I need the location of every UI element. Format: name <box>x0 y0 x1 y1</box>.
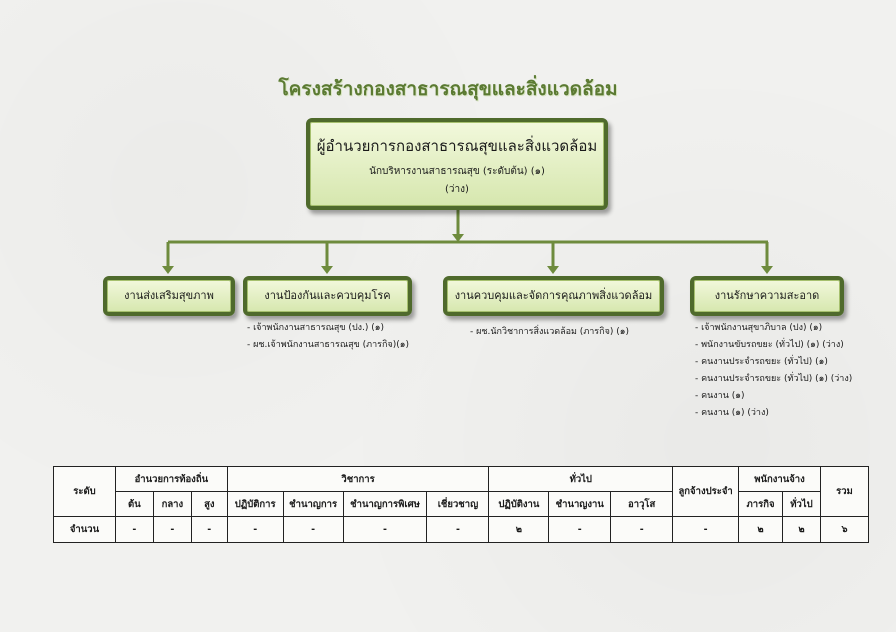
subheader-cell: ชำนาญการ <box>283 492 343 517</box>
arrow-unit-4 <box>761 266 773 274</box>
staff-list-cleanliness <box>695 320 852 422</box>
staff-list-disease-control <box>247 320 409 354</box>
subheader-cell: ภารกิจ <box>739 492 783 517</box>
subheader-cell: อาวุโส <box>611 492 673 517</box>
count-label: จำนวน <box>54 517 116 543</box>
table-count-row <box>54 517 869 543</box>
subheader-cell: สูง <box>191 492 227 517</box>
group-general-header: ทั่วไป <box>489 467 673 492</box>
chart-title: โครงสร้างกองสาธารณสุขและสิ่งแวดล้อม <box>278 78 618 100</box>
subheader-cell: ปฏิบัติงาน <box>489 492 549 517</box>
staff-item: - คนงาน (๑) <box>695 391 745 401</box>
director-position: นักบริหารงานสาธารณสุข (ระดับต้น) (๑) <box>369 166 545 177</box>
count-cell: ๒ <box>739 517 783 543</box>
group-admin-header: อำนวยการท้องถิ่น <box>115 467 227 492</box>
staff-item: - ผช.เจ้าพนักงานสาธารณสุข (ภารกิจ)(๑) <box>247 340 409 350</box>
subheader-cell: ชำนาญงาน <box>549 492 611 517</box>
subheader-cell: กลาง <box>153 492 191 517</box>
staff-item: - คนงานประจำรถขยะ (ทั่วไป) (๑) <box>695 357 828 367</box>
unit-label: งานส่งเสริมสุขภาพ <box>124 289 214 302</box>
unit-cleanliness <box>690 276 844 316</box>
total-header: รวม <box>820 467 868 517</box>
count-cell: - <box>673 517 739 543</box>
arrow-unit-1 <box>162 266 174 274</box>
count-cell: - <box>343 517 427 543</box>
group-contract-header: พนักงานจ้าง <box>739 467 821 492</box>
table-subheader-row <box>54 492 869 517</box>
count-cell: - <box>115 517 153 543</box>
count-total: ๖ <box>820 517 868 543</box>
subheader-cell: เชี่ยวชาญ <box>427 492 489 517</box>
unit-label: งานป้องกันและควบคุมโรค <box>264 289 391 302</box>
director-title: ผู้อำนวยการกองสาธารณสุขและสิ่งแวดล้อม <box>316 137 598 155</box>
subheader-cell: ชำนาญการพิเศษ <box>343 492 427 517</box>
director-box <box>306 118 608 210</box>
subheader-cell: ทั่วไป <box>783 492 821 517</box>
count-cell: - <box>549 517 611 543</box>
unit-environment-quality <box>443 276 664 316</box>
count-cell: - <box>611 517 673 543</box>
staff-item: - เจ้าพนักงานสาธารณสุข (ปง.) (๑) <box>247 323 385 333</box>
group-academic-header: วิชาการ <box>227 467 489 492</box>
unit-health-promotion <box>103 276 235 316</box>
staffing-summary-table <box>53 466 869 543</box>
unit-label: งานควบคุมและจัดการคุณภาพสิ่งแวดล้อม <box>454 289 653 302</box>
arrow-unit-3 <box>547 266 559 274</box>
unit-label: งานรักษาความสะอาด <box>714 289 820 302</box>
count-cell: ๒ <box>489 517 549 543</box>
level-header: ระดับ <box>54 467 116 517</box>
group-regular-header: ลูกจ้างประจำ <box>673 467 739 517</box>
subheader-cell: ปฏิบัติการ <box>227 492 283 517</box>
count-cell: - <box>227 517 283 543</box>
staff-item: - เจ้าพนักงานสุขาภิบาล (ปง) (๑) <box>695 323 823 333</box>
staff-item: - คนงาน (๑) (ว่าง) <box>695 408 769 418</box>
count-cell: - <box>427 517 489 543</box>
count-cell: - <box>191 517 227 543</box>
subheader-cell: ต้น <box>115 492 153 517</box>
unit-disease-control <box>243 276 412 316</box>
staff-item: - พนักงานขับรถขยะ (ทั่วไป) (๑) (ว่าง) <box>695 340 844 350</box>
staff-item: - คนงานประจำรถขยะ (ทั่วไป) (๑) (ว่าง) <box>695 374 853 384</box>
table-header-row <box>54 467 869 492</box>
director-status: (ว่าง) <box>445 184 469 195</box>
staff-item: - ผช.นักวิชาการสิ่งแวดล้อม (ภารกิจ) (๑) <box>470 327 629 337</box>
staff-list-environment-quality <box>470 324 629 341</box>
count-cell: ๒ <box>783 517 821 543</box>
count-cell: - <box>283 517 343 543</box>
count-cell: - <box>153 517 191 543</box>
arrow-unit-2 <box>321 266 333 274</box>
